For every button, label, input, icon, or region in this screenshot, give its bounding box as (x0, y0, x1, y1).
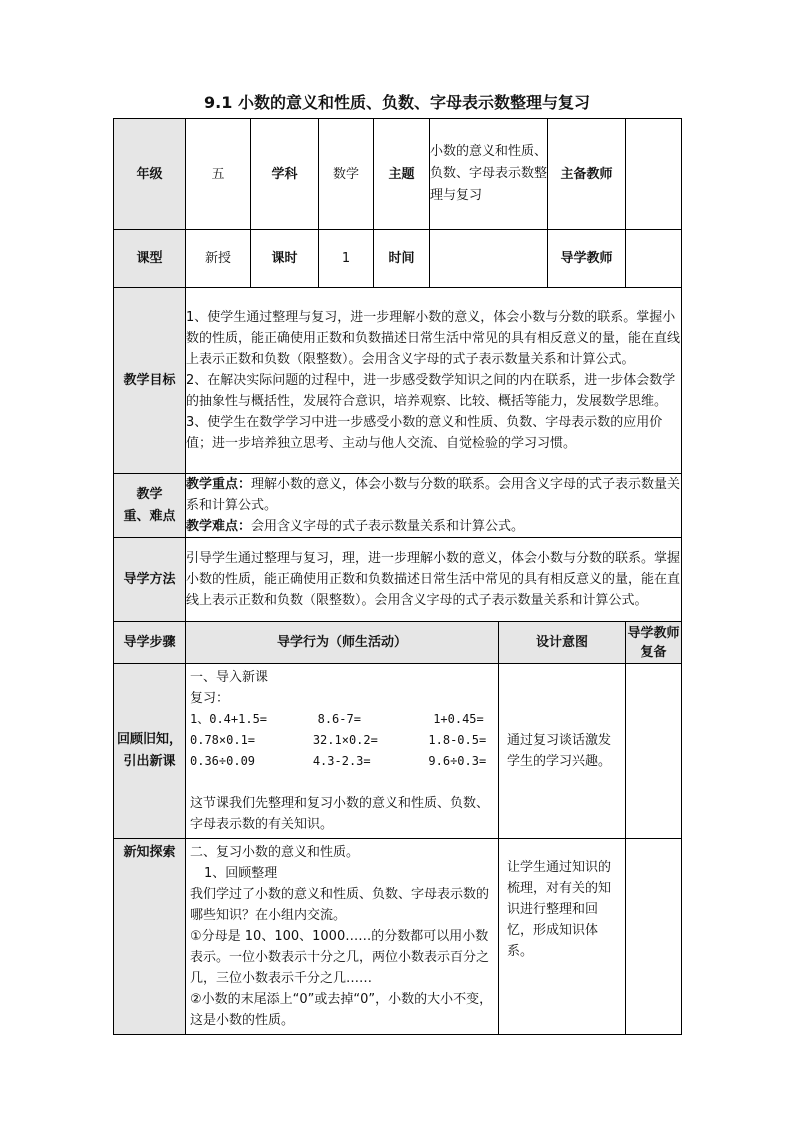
focus-label: 教学重点： (186, 477, 252, 492)
review-label-line2: 引出新课 (123, 754, 176, 769)
review-section-row (114, 664, 682, 839)
difficulty-text: 会用含义字母的式子表示数量关系和计算公式。 (251, 519, 525, 534)
review-closing: 这节课我们先整理和复习小数的意义和性质、负数、字母表示数的有关知识。 (190, 796, 490, 832)
lesson-type-value: 新授 (186, 230, 251, 288)
topic-value: 小数的意义和性质、负数、字母表示数整理与复习 (430, 119, 548, 230)
lesson-type-label: 课型 (114, 230, 186, 288)
lead-teacher-value (626, 119, 682, 230)
steps-header-row (114, 622, 682, 664)
info-row-2 (114, 230, 682, 288)
method-row (114, 538, 682, 622)
subject-label: 学科 (251, 119, 319, 230)
method-text: 引导学生通过整理与复习，理，进一步理解小数的意义，体会小数与分数的联系。掌握小数的性质，能正确使用正数和负数描述日常生活中常见的具有相反意义的量，能在直线上表示正数和负数（限整数）。会用含义字母的式子表示数量关系和计算公式。 (186, 538, 682, 622)
info-row-1 (114, 119, 682, 230)
review-section-label (114, 664, 186, 839)
intent-header: 设计意图 (499, 622, 626, 664)
explore-line: 我们学过了小数的意义和性质、负数、字母表示数的哪些知识？在小组内交流。 (190, 887, 490, 923)
exercise-line: 0.36÷0.09 4.3-2.3= 9.6÷0.3= (190, 754, 487, 768)
key-points-text (186, 474, 682, 538)
time-value (430, 230, 548, 288)
activity-header: 导学行为（师生活动） (186, 622, 499, 664)
review-subheading: 复习： (190, 691, 230, 706)
grade-value: 五 (186, 119, 251, 230)
explore-line: ①分母是 10、100、1000……的分数都可以用小数表示。一位小数表示十分之几，两位小数表示百分之几，三位小数表示千分之几…… (190, 929, 490, 986)
time-label: 时间 (374, 230, 430, 288)
lesson-plan-table (113, 118, 682, 1035)
explore-heading: 二、复习小数的意义和性质。 (190, 845, 360, 860)
explore-sub: 1、回顾整理 (204, 866, 278, 881)
review-intent: 通过复习谈话激发学生的学习兴趣。 (499, 664, 626, 839)
period-value: 1 (319, 230, 374, 288)
grade-label: 年级 (114, 119, 186, 230)
key-points-label-line1: 教学 (136, 486, 163, 502)
exercise-line: 0.78×0.1= 32.1×0.2= 1.8-0.5= (190, 733, 487, 747)
review-label-line1: 回顾旧知， (116, 732, 182, 747)
explore-activity (186, 839, 499, 1035)
review-notes (626, 664, 682, 839)
step-header: 导学步骤 (114, 622, 186, 664)
explore-notes (626, 839, 682, 1035)
explore-section-label: 新知探索 (114, 839, 186, 1035)
guide-teacher-value (626, 230, 682, 288)
explore-intent: 让学生通过知识的梳理，对有关的知识进行整理和回忆，形成知识体系。 (499, 839, 626, 1035)
explore-section-row (114, 839, 682, 1035)
explore-line: ②小数的末尾添上“0”或去掉“0”，小数的大小不变，这是小数的性质。 (190, 992, 493, 1028)
page-title: 9.1 小数的意义和性质、负数、字母表示数整理与复习 (204, 93, 590, 112)
objectives-row (114, 288, 682, 474)
focus-text: 理解小数的意义，体会小数与分数的联系。会用含义字母的式子表示数量关系和计算公式。 (186, 477, 681, 513)
key-points-row (114, 474, 682, 538)
objectives-text: 1、使学生通过整理与复习，进一步理解小数的意义，体会小数与分数的联系。掌握小数的性质，能正确使用正数和负数描述日常生活中常见的具有相反意义的量，能在直线上表示正数和负数（限整数）。会用含义字母的式子表示数量关系和计算公式。 2、在解决实际问题的过程中，进一步感受数学知识之间的内在联系，进一步体会数学的抽象性与概括性，发展符合意识，培养观察、比较、概括等能力，发展数学思维。 3、使学生在数学学习中进一步感受小数的意义和性质、负数、字母表示数的应用价值；进一步培养独立思考、主动与他人交流、自觉检验的学习习惯。 (186, 288, 682, 474)
review-heading: 一、导入新课 (190, 670, 269, 685)
review-header: 导学教师复备 (626, 622, 682, 664)
review-activity (186, 664, 499, 839)
method-label: 导学方法 (114, 538, 186, 622)
key-points-label-line2: 重、难点 (123, 508, 176, 524)
key-points-label (114, 474, 186, 538)
period-label: 课时 (251, 230, 319, 288)
exercise-line: 1、0.4+1.5= 8.6-7= 1+0.45= (190, 712, 484, 726)
subject-value: 数学 (319, 119, 374, 230)
guide-teacher-label: 导学教师 (548, 230, 626, 288)
lead-teacher-label: 主备教师 (548, 119, 626, 230)
difficulty-label: 教学难点： (186, 519, 252, 534)
objectives-label: 教学目标 (114, 288, 186, 474)
topic-label: 主题 (374, 119, 430, 230)
